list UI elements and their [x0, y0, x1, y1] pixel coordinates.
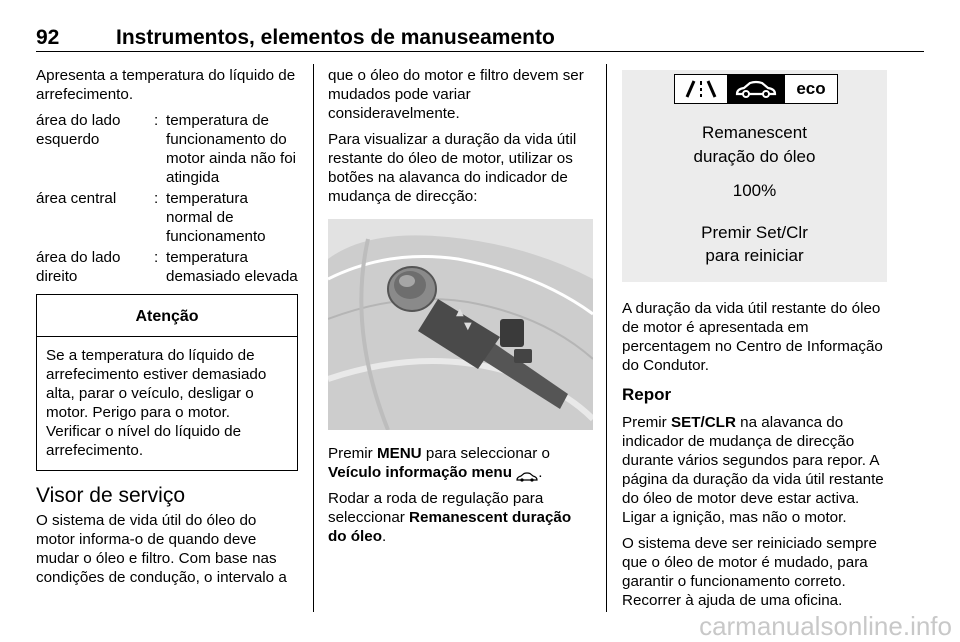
header-rule: [36, 51, 924, 52]
caution-title: Atenção: [37, 295, 297, 337]
display-line-press: Premir Set/Clr: [701, 223, 808, 242]
display-percent: 100%: [732, 181, 777, 200]
display-line-oil-life: duração do óleo: [693, 147, 816, 166]
display-line-remanescent: Remanescent: [702, 123, 807, 142]
definition-colon: :: [154, 112, 159, 129]
roll-instruction: Rodar a roda de regulação para seleccionar Remanescent duração do óleo.: [328, 490, 572, 545]
driver-info-display: [622, 70, 887, 282]
page-header: [36, 14, 924, 50]
svg-text:▲: ▲: [456, 307, 464, 318]
definition-row: [36, 189, 298, 246]
eco-label: eco: [796, 79, 826, 98]
watermark: carmanualsonline.info: [699, 611, 952, 641]
set-clr-key: SET/CLR: [670, 414, 736, 431]
reset-instruction: Premir SET/CLR na alavanca do indicador de mudança de direcção durante vários segundos para repor. A página da duração da vida útil restante do óleo de motor deve estar activa. Ligar a ignição, mas não o motor.: [622, 414, 884, 526]
oil-life-instructions: Para visualizar a duração da vida útil restante do óleo de motor, utilizar os botões na alavanca do indicador de mudança de direcção:: [328, 131, 577, 205]
reset-final-note: O sistema deve ser reiniciado sempre que o óleo de motor é mudado, para garantir o funcionamento correto. Recorrer à ajuda de uma oficina.: [622, 535, 877, 609]
road-icon: [675, 75, 727, 103]
caution-body: Se a temperatura do líquido de arrefecimento estiver demasiado alta, parar o veículo, desligar o motor. Perigo para o motor. Verificar o nível do líquido de arrefecimento.: [46, 347, 267, 459]
column-divider-right: [606, 64, 607, 612]
service-display-text: O sistema de vida útil do óleo do motor informa-o de quando deve mudar o óleo e filtro. Com base nas condições de condução, o intervalo a: [36, 512, 287, 586]
car-icon: [516, 468, 538, 478]
column-left: [36, 66, 298, 594]
column-divider-left: [313, 64, 314, 612]
caution-box: [36, 294, 298, 471]
definition-row: [36, 111, 298, 187]
display-caption: A duração da vida útil restante do óleo de motor é apresentada em percentagem no Centro de Informação do Condutor.: [622, 300, 883, 374]
definition-row: [36, 248, 298, 286]
coolant-intro: Apresenta a temperatura do líquido de arrefecimento.: [36, 67, 296, 103]
definition-desc: temperatura normal de funcionamento: [166, 190, 266, 245]
display-line-reset: para reiniciar: [705, 246, 804, 265]
menu-instruction: Premir MENU para seleccionar o Veículo informação menu .: [328, 445, 550, 481]
page-number: 92: [36, 26, 60, 49]
menu-key: MENU: [376, 445, 422, 462]
car-icon-selected: [727, 75, 785, 103]
definition-desc: temperatura de funcionamento do motor ainda não foi atingida: [166, 112, 297, 186]
display-top-bar: [674, 74, 838, 104]
definition-term: área central: [36, 190, 117, 207]
definition-list: [36, 111, 298, 286]
remaining-oil-life-key: Remanescent duração do óleo: [328, 509, 572, 545]
definition-term: área do lado direito: [36, 249, 121, 285]
column-right: [622, 66, 887, 617]
svg-text:▼: ▼: [464, 321, 472, 332]
column-middle: [328, 66, 593, 553]
definition-colon: :: [154, 190, 159, 207]
lever-illustration: [328, 219, 593, 430]
definition-term: área do lado esquerdo: [36, 112, 121, 148]
page-title: Instrumentos, elementos de manuseamento: [116, 26, 555, 49]
definition-colon: :: [154, 249, 159, 266]
reset-heading: Repor: [622, 385, 672, 404]
vehicle-info-menu: Veículo informação menu: [328, 464, 512, 481]
oil-change-continuation: que o óleo do motor e filtro devem ser mudados pode variar consideravelmente.: [328, 67, 584, 122]
section-heading-service-display: Visor de serviço: [36, 484, 186, 507]
definition-desc: temperatura demasiado elevada: [166, 249, 298, 285]
turn-signal-lever-photo: [328, 219, 593, 430]
